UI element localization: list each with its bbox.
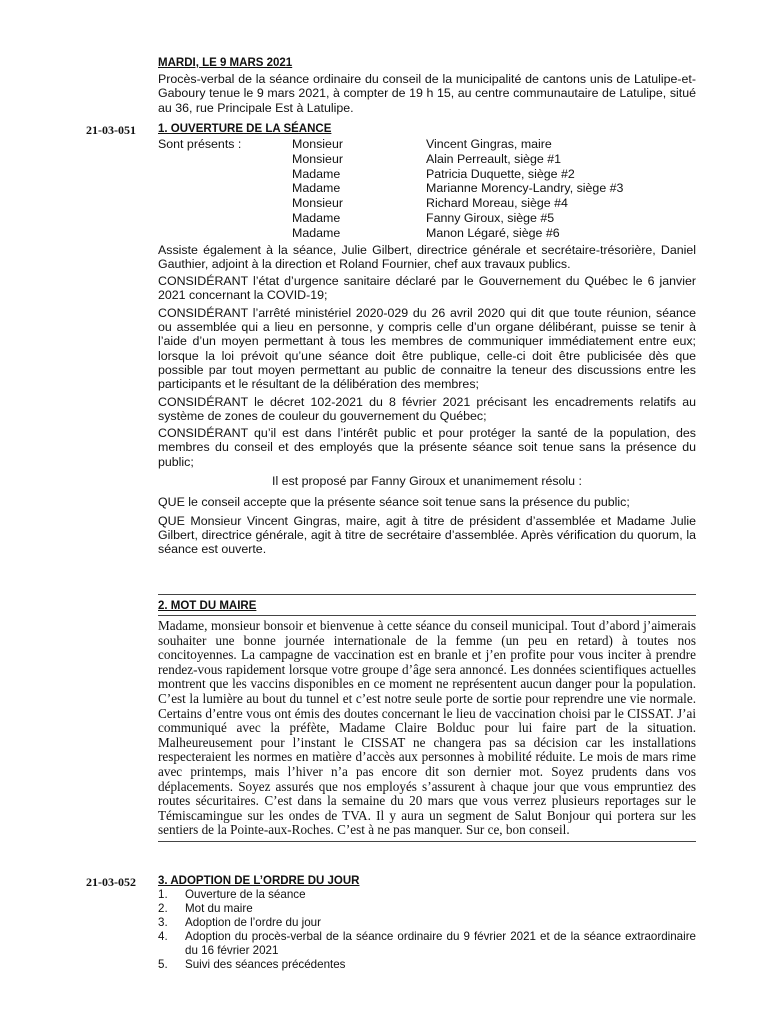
list-item: 3. Adoption de l’ordre du jour bbox=[158, 916, 321, 929]
section-opening bbox=[158, 123, 696, 557]
resolution-number-051: 21-03-051 bbox=[86, 123, 136, 137]
considerant-paragraph: CONSIDÉRANT l’état d’urgence sanitaire déclaré par le Gouvernement du Québec le 6 janvier 2021 concernant la COVID-19; bbox=[158, 274, 696, 303]
divider bbox=[158, 594, 696, 595]
attendee-name: Patricia Duquette, siège #2 bbox=[426, 166, 575, 181]
also-present-paragraph: Assiste également à la séance, Julie Gilbert, directrice générale et secrétaire-trésorière, Daniel Gauthier, adjoint à la direction et Roland Fournier, chef aux travaux publics. bbox=[158, 242, 696, 271]
agenda-list bbox=[158, 888, 696, 972]
list-item: 2. Mot du maire bbox=[158, 902, 253, 915]
attendee-name: Fanny Giroux, siège #5 bbox=[426, 210, 555, 225]
list-item: 5. Suivi des séances précédentes bbox=[158, 958, 346, 971]
attendee-title: Madame bbox=[292, 225, 341, 240]
resolution-number-052: 21-03-052 bbox=[86, 875, 136, 889]
section-mayor-word bbox=[158, 594, 696, 842]
attendee-title: Monsieur bbox=[292, 137, 343, 151]
attendee-title: Madame bbox=[292, 166, 341, 181]
list-item: 4. Adoption du procès-verbal de la séance ordinaire du 9 février 2021 et de la séance extraordinaire du 16 février 2021 bbox=[158, 930, 696, 957]
considerant-paragraph: CONSIDÉRANT qu’il est dans l’intérêt public et pour protéger la santé de la population, des membres du conseil et des employés que la présente séance soit tenue sans la présence du public; bbox=[158, 426, 696, 469]
attendee-title: Madame bbox=[292, 210, 341, 225]
attendees-list bbox=[158, 137, 696, 241]
section-agenda bbox=[158, 875, 696, 972]
section-3-heading: 3. ADOPTION DE L’ORDRE DU JOUR bbox=[158, 875, 360, 887]
intro-paragraph: Procès-verbal de la séance ordinaire du conseil de la municipalité de cantons unis de Latulipe-et-Gaboury tenue le 9 mars 2021, à compter de 19 h 15, au centre communautaire de Latulipe, situé au 36, rue Principale Est à Latulipe. bbox=[158, 72, 696, 115]
resolution-que-2: QUE Monsieur Vincent Gingras, maire, agit à titre de président d’assemblée et Madame Julie Gilbert, directrice générale, agit à titre de secrétaire d’assemblée. Après vérification du quorum, la séance est ouverte. bbox=[158, 513, 696, 557]
resolution-que-1: QUE le conseil accepte que la présente séance soit tenue sans la présence du public; bbox=[158, 495, 630, 510]
attendee-name: Alain Perreault, siège #1 bbox=[426, 151, 562, 166]
meeting-date-title: MARDI, LE 9 MARS 2021 bbox=[158, 57, 293, 69]
divider bbox=[158, 841, 696, 842]
attendee-title: Monsieur bbox=[292, 151, 343, 166]
attendee-name: Marianne Morency-Landry, siège #3 bbox=[426, 181, 624, 196]
section-2-heading: 2. MOT DU MAIRE bbox=[158, 600, 257, 612]
divider bbox=[158, 615, 696, 616]
present-label: Sont présents : bbox=[158, 137, 242, 151]
section-1-heading: 1. OUVERTURE DE LA SÉANCE bbox=[158, 123, 332, 135]
considerant-paragraph: CONSIDÉRANT l’arrêté ministériel 2020-029 du 26 avril 2020 qui dit que toute réunion, séance ou assemblée qui a lieu en personne, y compris celle d’un organe délibérant, puisse se tenir à l’aide d’un moyen permettant à tous les membres de communiquer immédiatement entre eux; lorsque la loi prévoit qu’une séance doit être publique, celle-ci doit être publicisée dès que possible par tout moyen permettant au public de connaitre la teneur des discussions entre les participants et le résultant de la délibération des membres; bbox=[158, 305, 696, 392]
considerant-paragraph: CONSIDÉRANT le décret 102-2021 du 8 février 2021 précisant les encadrements relatifs au système de zones de couleur du gouvernement du Québec; bbox=[158, 394, 696, 423]
mayor-speech: Madame, monsieur bonsoir et bienvenue à cette séance du conseil municipal. Tout d’abord j’aimerais souhaiter une bonne journée internationale de la femme (un peu en retard) à toutes nos concitoyennes. La campagne de vaccination est en branle et j’en profite pour vous inciter à prendre rendez-vous rapidement lorsque votre groupe d’âge sera annoncé. Les données scientifiques actuelles montrent que les vaccins disponibles en ce moment ne représentent aucun danger pour la population. C’est la lumière au bout du tunnel et c’est notre seule porte de sortie pour reprendre une vie normale. Certains d’entre vous ont émis des doutes concernant le lieu de vaccination choisi par le CISSAT. J’ai communiqué avec la préfète, Madame Claire Bolduc pour lui faire part de la situation. Malheureusement pour l’instant le CISSAT ne changera pas sa décision car les installations respecteraient les normes en matière d’accès aux personnes à mobilité réduite. Le mois de mars rime avec printemps, mais l’hiver n’a pas encore dit son dernier mot. Soyez prudents dans vos déplacements. Soyez assurés que nos employés s’assurent à chaque jour que vous empruntiez des routes sécuritaires. C’est dans la semaine du 20 mars que vous verrez plusieurs reportages sur le Témiscamingue sur les ondes de TVA. Il y aura un segment de Salut Bonjour qui portera sur les sentiers de la Pointe-aux-Roches. C’est à ne pas manquer. Sur ce, bon conseil. bbox=[158, 618, 696, 838]
attendee-name: Vincent Gingras, maire bbox=[426, 137, 552, 151]
list-item: 1. Ouverture de la séance bbox=[158, 888, 306, 901]
attendee-name: Manon Légaré, siège #6 bbox=[426, 225, 560, 240]
proposed-statement: Il est proposé par Fanny Giroux et unanimement résolu : bbox=[272, 474, 582, 489]
attendee-name: Richard Moreau, siège #4 bbox=[426, 196, 568, 211]
attendee-title: Monsieur bbox=[292, 196, 343, 211]
attendee-title: Madame bbox=[292, 181, 341, 196]
header-block bbox=[158, 57, 696, 115]
